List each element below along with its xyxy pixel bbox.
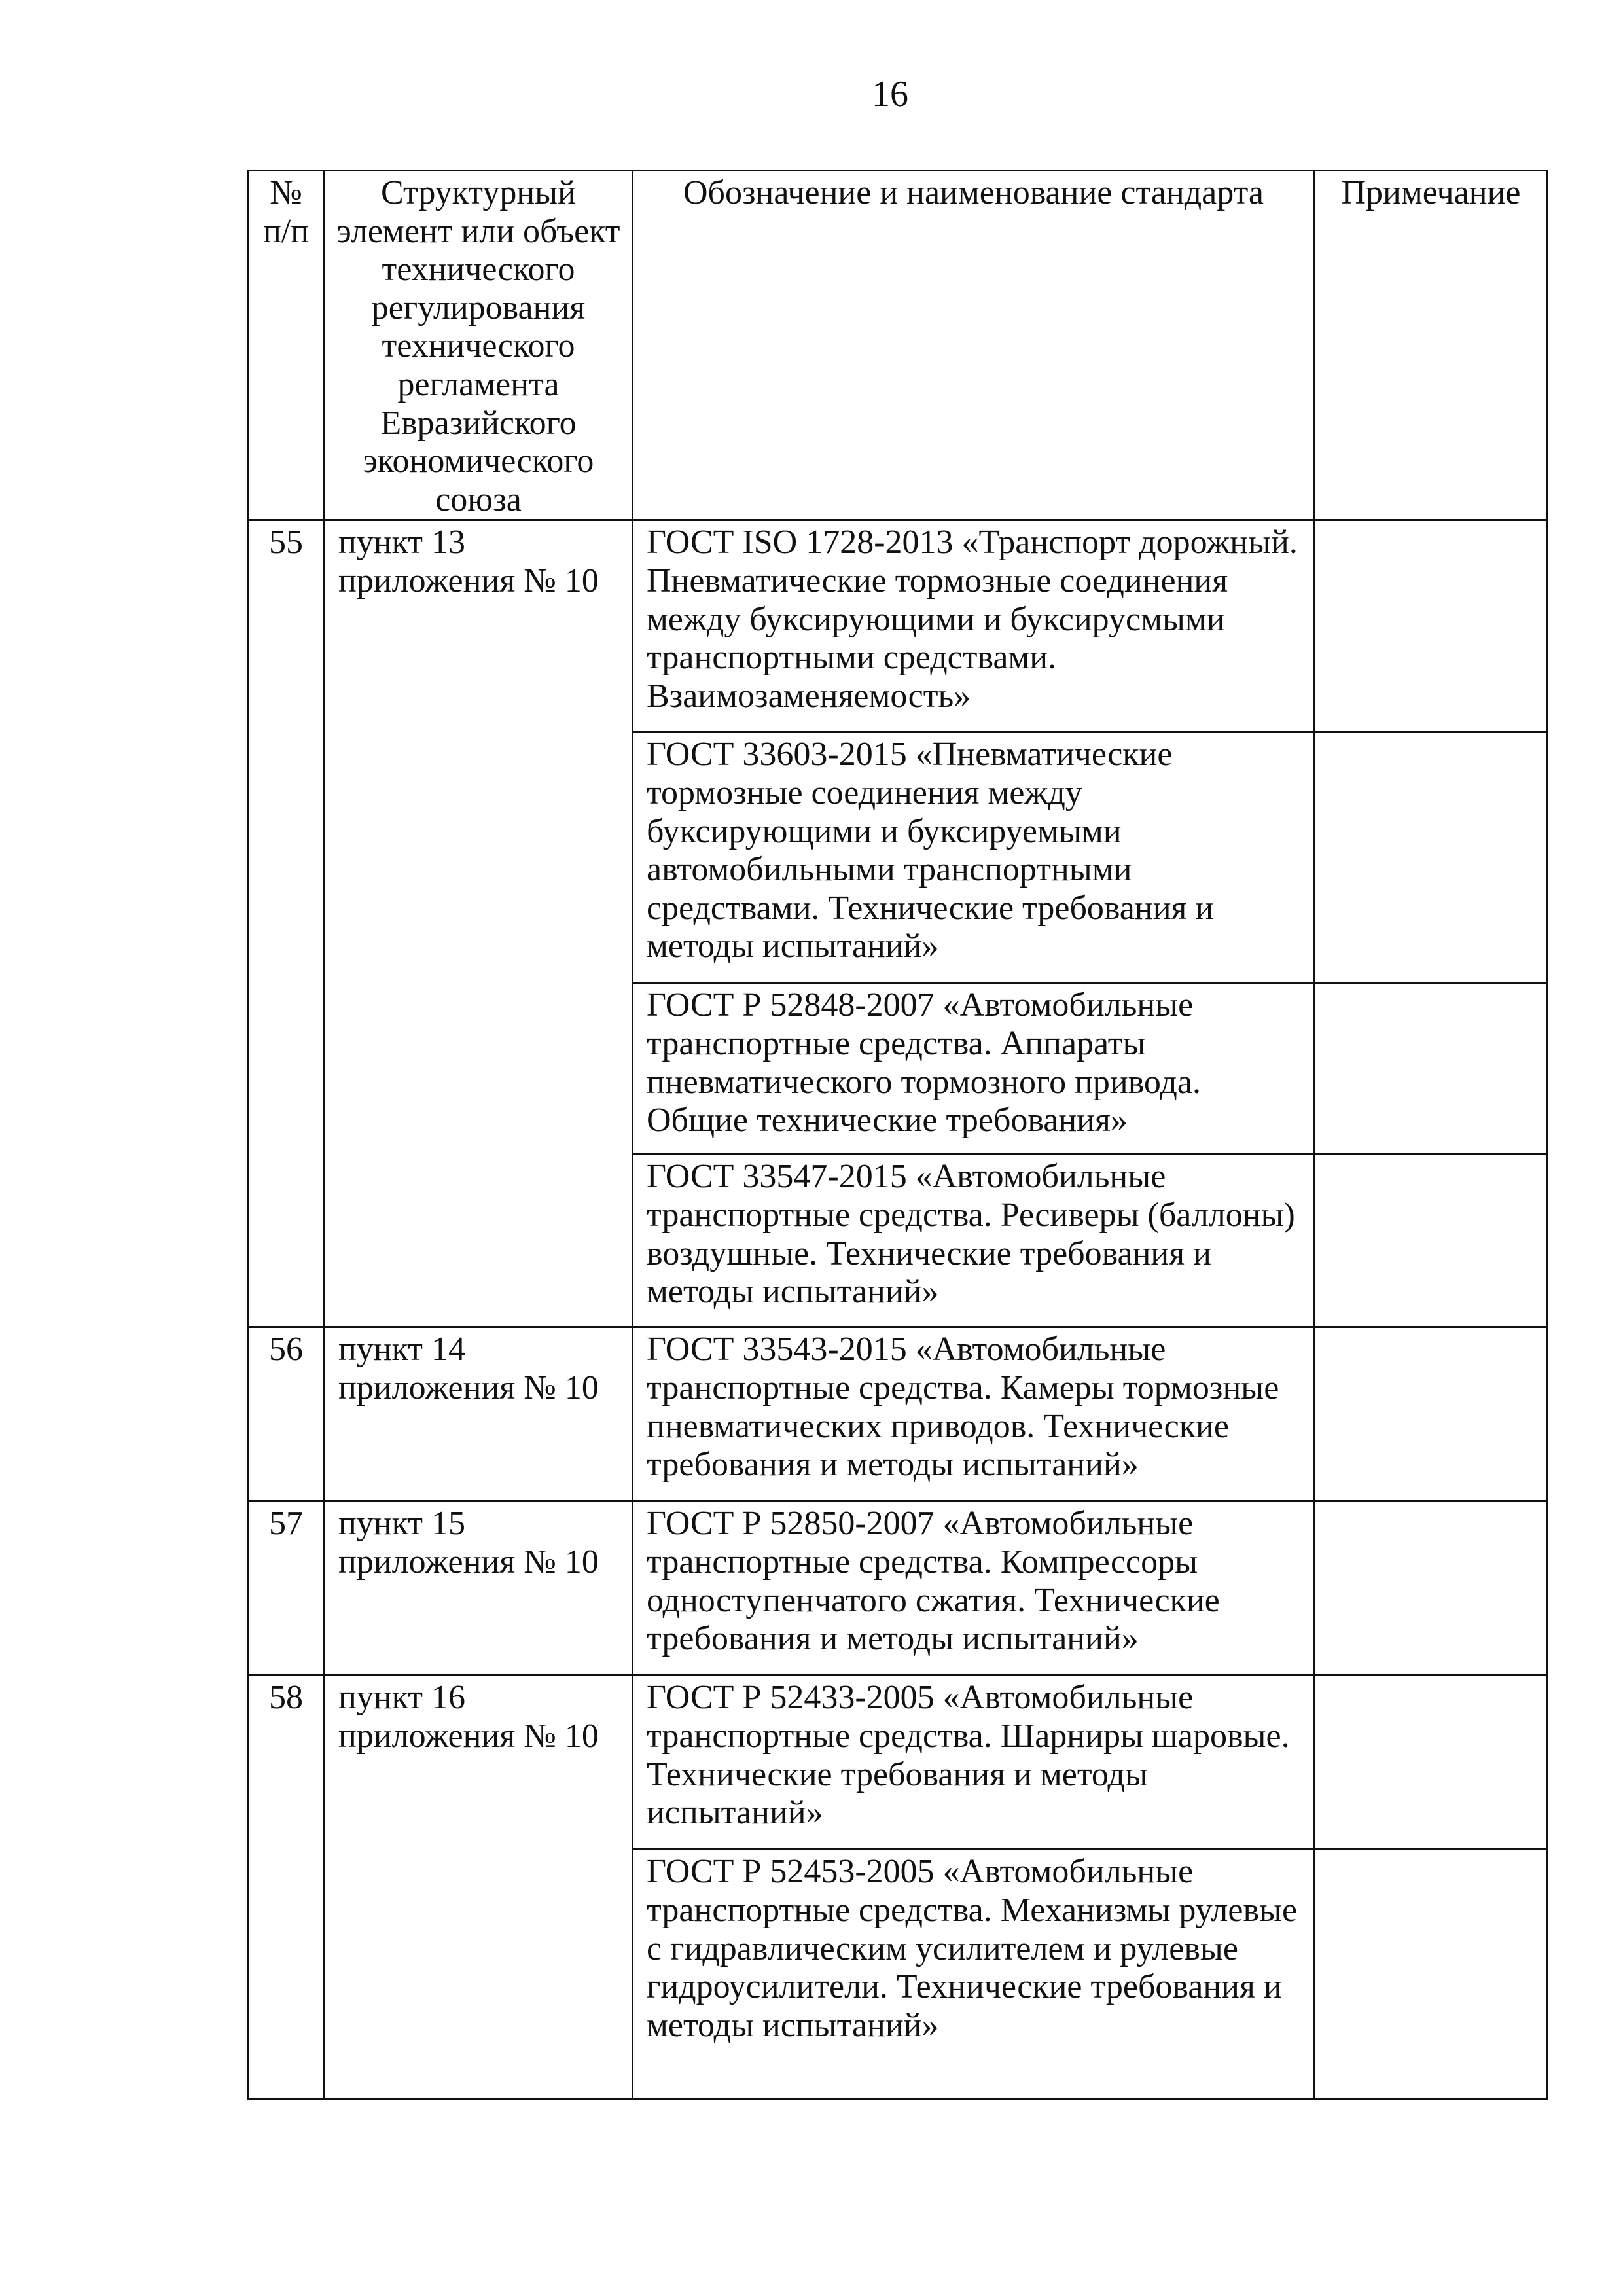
row-note [1315,732,1548,983]
row-note [1315,1155,1548,1327]
table-row [248,520,1548,732]
row-standard: ГОСТ Р 52850-2007 «Автомобильные транспортные средства. Компрессоры одноступенчатого сжатия. Технические требования и методы испытаний» [633,1501,1315,1676]
row-number: 55 [248,520,325,1327]
row-note [1315,520,1548,732]
row-element: пункт 14 приложения № 10 [325,1327,633,1501]
row-number: 58 [248,1676,325,2099]
row-standard: ГОСТ 33547-2015 «Автомобильные транспортные средства. Ресиверы (баллоны) воздушные. Технические требования и методы испытаний» [633,1155,1315,1327]
row-note [1315,1501,1548,1676]
row-standard: ГОСТ 33603-2015 «Пневматические тормозные соединения между буксирующими и буксируемыми автомобильными транспортными средствами. Технические требования и методы испытаний» [633,732,1315,983]
row-element: пункт 16 приложения № 10 [325,1676,633,2099]
row-standard: ГОСТ Р 52848-2007 «Автомобильные транспортные средства. Аппараты пневматического тормозного привода. Общие технические требования» [633,983,1315,1155]
page-number: 16 [872,74,908,115]
row-standard: ГОСТ Р 52453-2005 «Автомобильные транспортные средства. Механизмы рулевые с гидравлическим усилителем и рулевые гидроусилители. Технические требования и методы испытаний» [633,1850,1315,2099]
header-num: № п/п [248,171,325,520]
table-header-row [248,171,1548,520]
table-row [248,1501,1548,1676]
header-element: Структурный элемент или объект технического регулирования технического регламента Евразийского экономического союза [325,171,633,520]
header-standard: Обозначение и наименование стандарта [633,171,1315,520]
row-standard: ГОСТ Р 52433-2005 «Автомобильные транспортные средства. Шарниры шаровые. Технические требования и методы испытаний» [633,1676,1315,1850]
standards-table [247,170,1548,2100]
table-row [248,1327,1548,1501]
row-note [1315,1850,1548,2099]
row-note [1315,983,1548,1155]
table-row [248,1676,1548,1850]
row-element: пункт 13 приложения № 10 [325,520,633,1327]
row-number: 57 [248,1501,325,1676]
row-standard: ГОСТ 33543-2015 «Автомобильные транспортные средства. Камеры тормозные пневматических приводов. Технические требования и методы испытаний» [633,1327,1315,1501]
row-element: пункт 15 приложения № 10 [325,1501,633,1676]
row-number: 56 [248,1327,325,1501]
header-note: Примечание [1315,171,1548,520]
row-standard: ГОСТ ISO 1728-2013 «Транспорт дорожный. Пневматические тормозные соединения между буксирующими и буксирусмыми транспортными средствами. Взаимозаменяемость» [633,520,1315,732]
row-note [1315,1676,1548,1850]
row-note [1315,1327,1548,1501]
